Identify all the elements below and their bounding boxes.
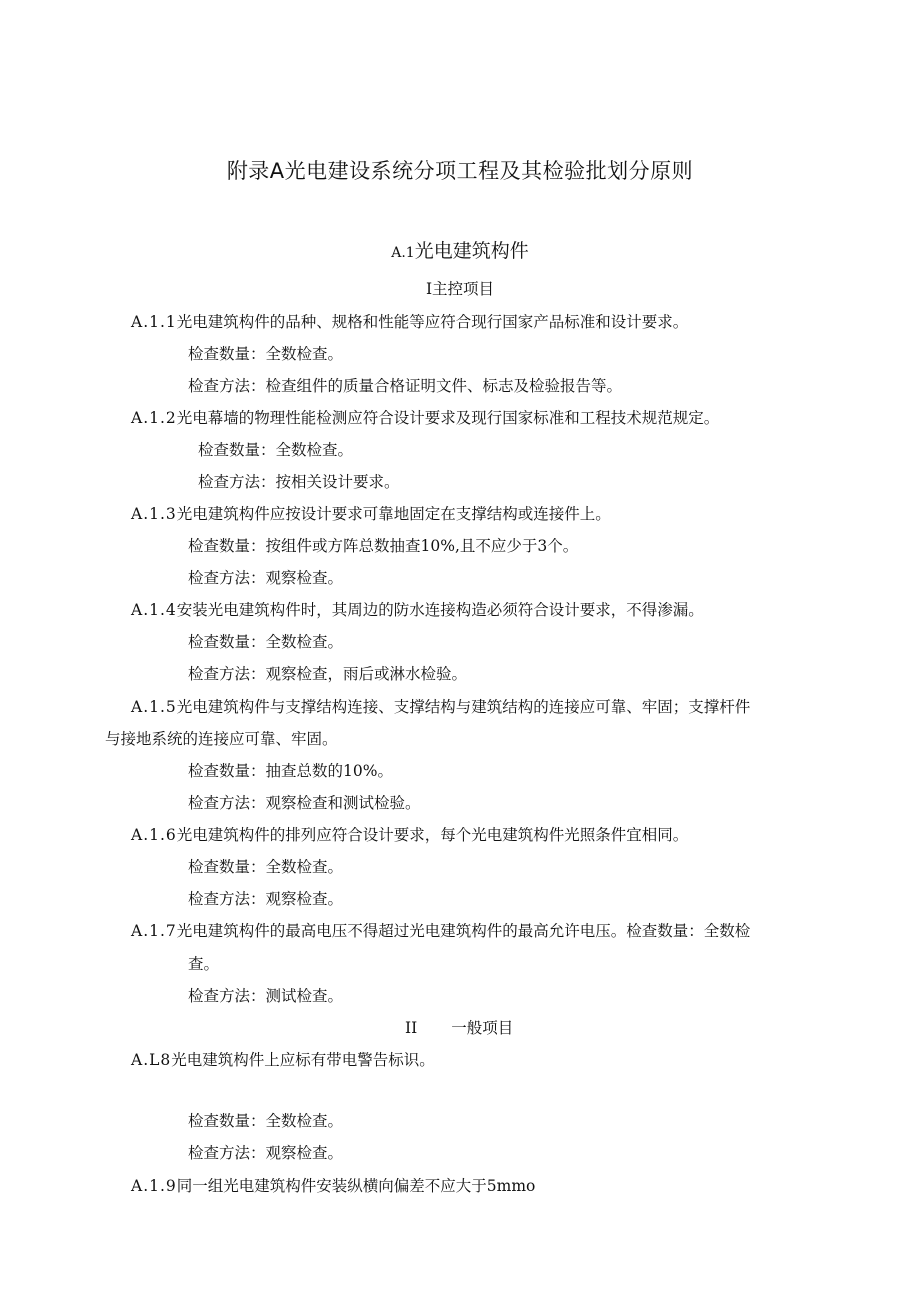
- clause-code: A.1.1: [131, 313, 177, 331]
- clause-code: A.1.3: [131, 505, 177, 523]
- clause-text: 光电建筑构件与支撑结构连接、支撑结构与建筑结构的连接应可靠、牢固；支撑杆件: [176, 698, 751, 716]
- check-method: 检查方法：检查组件的质量合格证明文件、标志及检验报告等。: [188, 377, 623, 395]
- clause-a-1-3: [131, 504, 611, 524]
- check-method: 检查方法：观察检查，雨后或淋水检验。: [188, 665, 468, 683]
- clause-a-1-1: [131, 312, 688, 332]
- subsection-main-items: I主控项目: [425, 280, 495, 298]
- clause-text: 光电建筑构件的品种、规格和性能等应符合现行国家产品标准和设计要求。: [176, 313, 689, 331]
- clause-a-1-5: [131, 697, 750, 717]
- check-method: 检查方法：按相关设计要求。: [198, 473, 400, 491]
- clause-text: 光电建筑构件的最高电压不得超过光电建筑构件的最高允许电压。检查数量：全数检: [176, 922, 751, 940]
- clause-code: A.1.7: [131, 922, 177, 940]
- check-quantity: 检查数量：抽查总数的10%。: [188, 762, 393, 780]
- clause-text-continued: 查。: [188, 955, 220, 973]
- check-method: 检查方法：测试检查。: [188, 987, 344, 1005]
- check-quantity: 检查数量：全数检查。: [188, 633, 344, 651]
- clause-text: 安装光电建筑构件时，其周边的防水连接构造必须符合设计要求，不得渗漏。: [176, 601, 704, 619]
- subsection-roman: II: [405, 1019, 418, 1037]
- clause-code: A.1.2: [131, 409, 177, 427]
- subsection-general-items: [405, 1018, 513, 1038]
- check-quantity: 检查数量：全数检查。: [188, 345, 344, 363]
- clause-text: 光电建筑构件应按设计要求可靠地固定在支撑结构或连接件上。: [176, 505, 611, 523]
- check-quantity: 检查数量：全数检查。: [188, 858, 344, 876]
- clause-a-1-8: [131, 1050, 435, 1070]
- section-title: 光电建筑构件: [414, 240, 529, 262]
- clause-text: 光电建筑构件的排列应符合设计要求，每个光电建筑构件光照条件宜相同。: [176, 826, 689, 844]
- clause-code: A.1.4: [131, 601, 177, 619]
- subsection-label: 一般项目: [451, 1019, 514, 1037]
- check-method: 检查方法：观察检查。: [188, 1144, 344, 1162]
- clause-code: A.L8: [131, 1051, 172, 1069]
- clause-a-1-7: [131, 921, 750, 941]
- check-quantity: 检查数量：按组件或方阵总数抽查10%,且不应少于3个。: [188, 537, 579, 555]
- check-method: 检查方法：观察检查和测试检验。: [188, 794, 421, 812]
- check-method: 检查方法：观察检查。: [188, 890, 344, 908]
- check-quantity: 检查数量：全数检查。: [188, 1112, 344, 1130]
- clause-a-1-9: [131, 1176, 535, 1196]
- clause-text: 同一组光电建筑构件安装纵横向偏差不应大于5mmo: [176, 1177, 536, 1195]
- clause-a-1-2: [131, 408, 719, 428]
- clause-a-1-6: [131, 825, 688, 845]
- clause-text: 光电幕墙的物理性能检测应符合设计要求及现行国家标准和工程技术规范规定。: [176, 409, 720, 427]
- section-number: A.1: [391, 245, 415, 261]
- appendix-title: 附录A光电建设系统分项工程及其检验批划分原则: [226, 159, 694, 183]
- clause-code: A.1.9: [131, 1177, 177, 1195]
- clause-code: A.1.6: [131, 826, 177, 844]
- check-method: 检查方法：观察检查。: [188, 569, 344, 587]
- section-heading: [0, 238, 920, 266]
- check-quantity: 检查数量：全数检查。: [198, 441, 354, 459]
- clause-text: 光电建筑构件上应标有带电警告标识。: [171, 1051, 435, 1069]
- clause-code: A.1.5: [131, 698, 177, 716]
- clause-a-1-4: [131, 600, 704, 620]
- clause-text-continued: 与接地系统的连接应可靠、牢固。: [105, 730, 338, 748]
